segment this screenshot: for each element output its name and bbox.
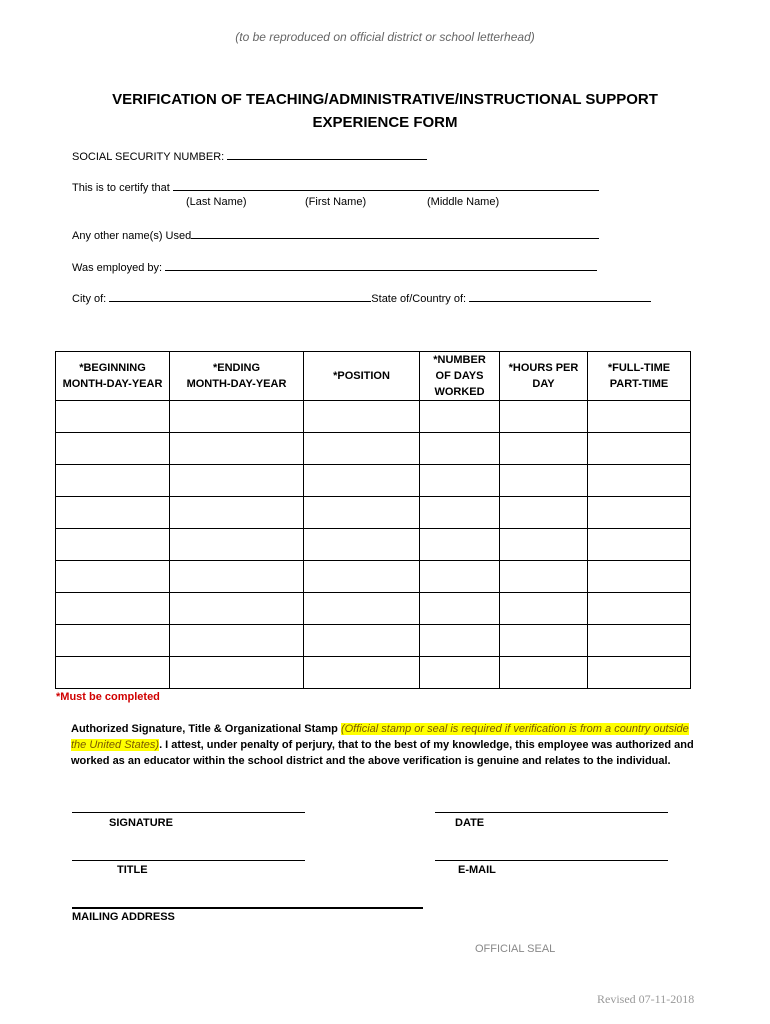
table-cell[interactable] bbox=[56, 657, 170, 689]
certify-name-field[interactable] bbox=[173, 179, 599, 191]
table-cell[interactable] bbox=[170, 625, 304, 657]
table-cell[interactable] bbox=[56, 401, 170, 433]
table-cell[interactable] bbox=[170, 593, 304, 625]
table-cell[interactable] bbox=[588, 433, 691, 465]
table-header-cell bbox=[588, 352, 691, 401]
table-row bbox=[56, 401, 691, 433]
city-label: City of: bbox=[72, 293, 107, 305]
certify-label: This is to certify that bbox=[72, 182, 170, 194]
table-cell[interactable] bbox=[588, 625, 691, 657]
table-cell[interactable] bbox=[588, 593, 691, 625]
date-line[interactable] bbox=[435, 812, 668, 813]
middle-name-caption: (Middle Name) bbox=[427, 196, 500, 208]
table-cell[interactable] bbox=[588, 497, 691, 529]
mailing-address-line[interactable] bbox=[72, 907, 423, 909]
table-header-text: PART-TIME bbox=[609, 378, 669, 390]
table-header-text: *NUMBER bbox=[433, 354, 486, 366]
table-cell[interactable] bbox=[588, 401, 691, 433]
table-header-text: *ENDING bbox=[212, 362, 261, 374]
last-name-caption: (Last Name) bbox=[186, 196, 247, 208]
table-cell[interactable] bbox=[56, 561, 170, 593]
other-names-row bbox=[72, 227, 599, 242]
table-row bbox=[56, 593, 691, 625]
table-cell[interactable] bbox=[588, 657, 691, 689]
table-cell[interactable] bbox=[420, 657, 500, 689]
table-header-row bbox=[56, 352, 691, 401]
form-title-line2: EXPERIENCE FORM bbox=[312, 114, 458, 131]
table-header-text: DAY bbox=[532, 378, 555, 390]
other-names-label: Any other name(s) Used bbox=[72, 230, 192, 242]
table-header-text: WORKED bbox=[434, 386, 485, 398]
state-label: State of/Country of: bbox=[371, 293, 467, 305]
title-label: TITLE bbox=[117, 864, 148, 876]
employed-by-field[interactable] bbox=[165, 259, 597, 271]
table-cell[interactable] bbox=[588, 529, 691, 561]
must-complete-note: *Must be completed bbox=[56, 691, 160, 703]
table-cell[interactable] bbox=[420, 497, 500, 529]
employed-by-label: Was employed by: bbox=[72, 262, 163, 274]
attestation-paragraph bbox=[71, 721, 701, 769]
table-body bbox=[56, 401, 691, 689]
table-cell[interactable] bbox=[500, 401, 588, 433]
certify-row bbox=[72, 179, 599, 194]
table-cell[interactable] bbox=[420, 625, 500, 657]
date-label: DATE bbox=[455, 817, 485, 829]
form-title-line1: VERIFICATION OF TEACHING/ADMINISTRATIVE/INSTRUCTIONAL SUPPORT bbox=[112, 91, 658, 108]
mailing-address-label: MAILING ADDRESS bbox=[72, 911, 175, 923]
table-cell[interactable] bbox=[500, 625, 588, 657]
table-cell[interactable] bbox=[170, 433, 304, 465]
table-cell[interactable] bbox=[56, 625, 170, 657]
table-cell[interactable] bbox=[304, 401, 420, 433]
table-header-text: *FULL-TIME bbox=[607, 362, 671, 374]
table-header-text: *HOURS PER bbox=[508, 362, 579, 374]
first-name-caption: (First Name) bbox=[305, 196, 367, 208]
table-cell[interactable] bbox=[588, 465, 691, 497]
table-cell[interactable] bbox=[170, 497, 304, 529]
table-cell[interactable] bbox=[304, 593, 420, 625]
table-cell[interactable] bbox=[420, 465, 500, 497]
table-cell[interactable] bbox=[304, 497, 420, 529]
table-header-cell bbox=[420, 352, 500, 401]
ssn-label: SOCIAL SECURITY NUMBER: bbox=[72, 151, 225, 163]
table-cell[interactable] bbox=[170, 561, 304, 593]
email-line[interactable] bbox=[435, 860, 668, 861]
attestation-rest: . I attest, under penalty of perjury, that to the best of my knowledge, this employee was authorized and worked as an educator within the school district and the above verification is genuine and relates to the individual. bbox=[71, 739, 694, 767]
email-label: E-MAIL bbox=[458, 864, 496, 876]
table-row bbox=[56, 657, 691, 689]
table-header-text: *POSITION bbox=[333, 370, 390, 382]
table-cell[interactable] bbox=[500, 465, 588, 497]
table-row bbox=[56, 497, 691, 529]
table-cell[interactable] bbox=[170, 529, 304, 561]
table-cell[interactable] bbox=[420, 593, 500, 625]
table-cell[interactable] bbox=[170, 657, 304, 689]
letterhead-note: (to be reproduced on official district or school letterhead) bbox=[235, 30, 535, 44]
table-header-cell bbox=[304, 352, 420, 401]
table-header-text: OF DAYS bbox=[435, 370, 484, 382]
table-cell[interactable] bbox=[56, 593, 170, 625]
table-row bbox=[56, 625, 691, 657]
employed-by-row bbox=[72, 259, 597, 274]
table-header-cell bbox=[500, 352, 588, 401]
table-cell[interactable] bbox=[500, 657, 588, 689]
table-cell[interactable] bbox=[56, 465, 170, 497]
table-cell[interactable] bbox=[304, 657, 420, 689]
signature-label: SIGNATURE bbox=[109, 817, 173, 829]
table-cell[interactable] bbox=[420, 561, 500, 593]
table-cell[interactable] bbox=[420, 401, 500, 433]
table-cell[interactable] bbox=[420, 433, 500, 465]
table-cell[interactable] bbox=[304, 625, 420, 657]
table-cell[interactable] bbox=[500, 529, 588, 561]
table-cell[interactable] bbox=[56, 529, 170, 561]
table-cell[interactable] bbox=[500, 497, 588, 529]
title-line[interactable] bbox=[72, 860, 305, 861]
table-cell[interactable] bbox=[500, 593, 588, 625]
other-names-field[interactable] bbox=[191, 227, 599, 239]
table-cell[interactable] bbox=[304, 561, 420, 593]
table-header-text: MONTH-DAY-YEAR bbox=[62, 378, 163, 390]
table-cell[interactable] bbox=[500, 561, 588, 593]
table-row bbox=[56, 561, 691, 593]
table-cell[interactable] bbox=[500, 433, 588, 465]
official-seal-label: OFFICIAL SEAL bbox=[475, 943, 556, 955]
table-cell[interactable] bbox=[304, 433, 420, 465]
signature-line[interactable] bbox=[72, 812, 305, 813]
table-cell[interactable] bbox=[420, 529, 500, 561]
state-field[interactable] bbox=[469, 290, 651, 302]
form-title bbox=[0, 88, 770, 134]
table-row bbox=[56, 433, 691, 465]
table-cell[interactable] bbox=[588, 561, 691, 593]
table-cell[interactable] bbox=[56, 497, 170, 529]
table-cell[interactable] bbox=[304, 529, 420, 561]
table-header-cell bbox=[170, 352, 304, 401]
table-header-cell bbox=[56, 352, 170, 401]
ssn-row bbox=[72, 148, 427, 163]
table-cell[interactable] bbox=[170, 465, 304, 497]
city-field[interactable] bbox=[109, 290, 371, 302]
attestation-highlight: (Official stamp or seal is required if verification is from a country outside the United States) bbox=[71, 723, 689, 751]
table-header-text: *BEGINNING bbox=[79, 362, 146, 374]
revised-date: Revised 07-11-2018 bbox=[597, 992, 695, 1006]
ssn-field[interactable] bbox=[227, 148, 427, 160]
table-header-text: MONTH-DAY-YEAR bbox=[186, 378, 287, 390]
city-state-row bbox=[72, 290, 651, 305]
table-row bbox=[56, 465, 691, 497]
experience-table bbox=[55, 351, 691, 689]
attestation-lead: Authorized Signature, Title & Organizational Stamp bbox=[71, 723, 341, 735]
table-cell[interactable] bbox=[170, 401, 304, 433]
table-cell[interactable] bbox=[304, 465, 420, 497]
table-row bbox=[56, 529, 691, 561]
table-cell[interactable] bbox=[56, 433, 170, 465]
